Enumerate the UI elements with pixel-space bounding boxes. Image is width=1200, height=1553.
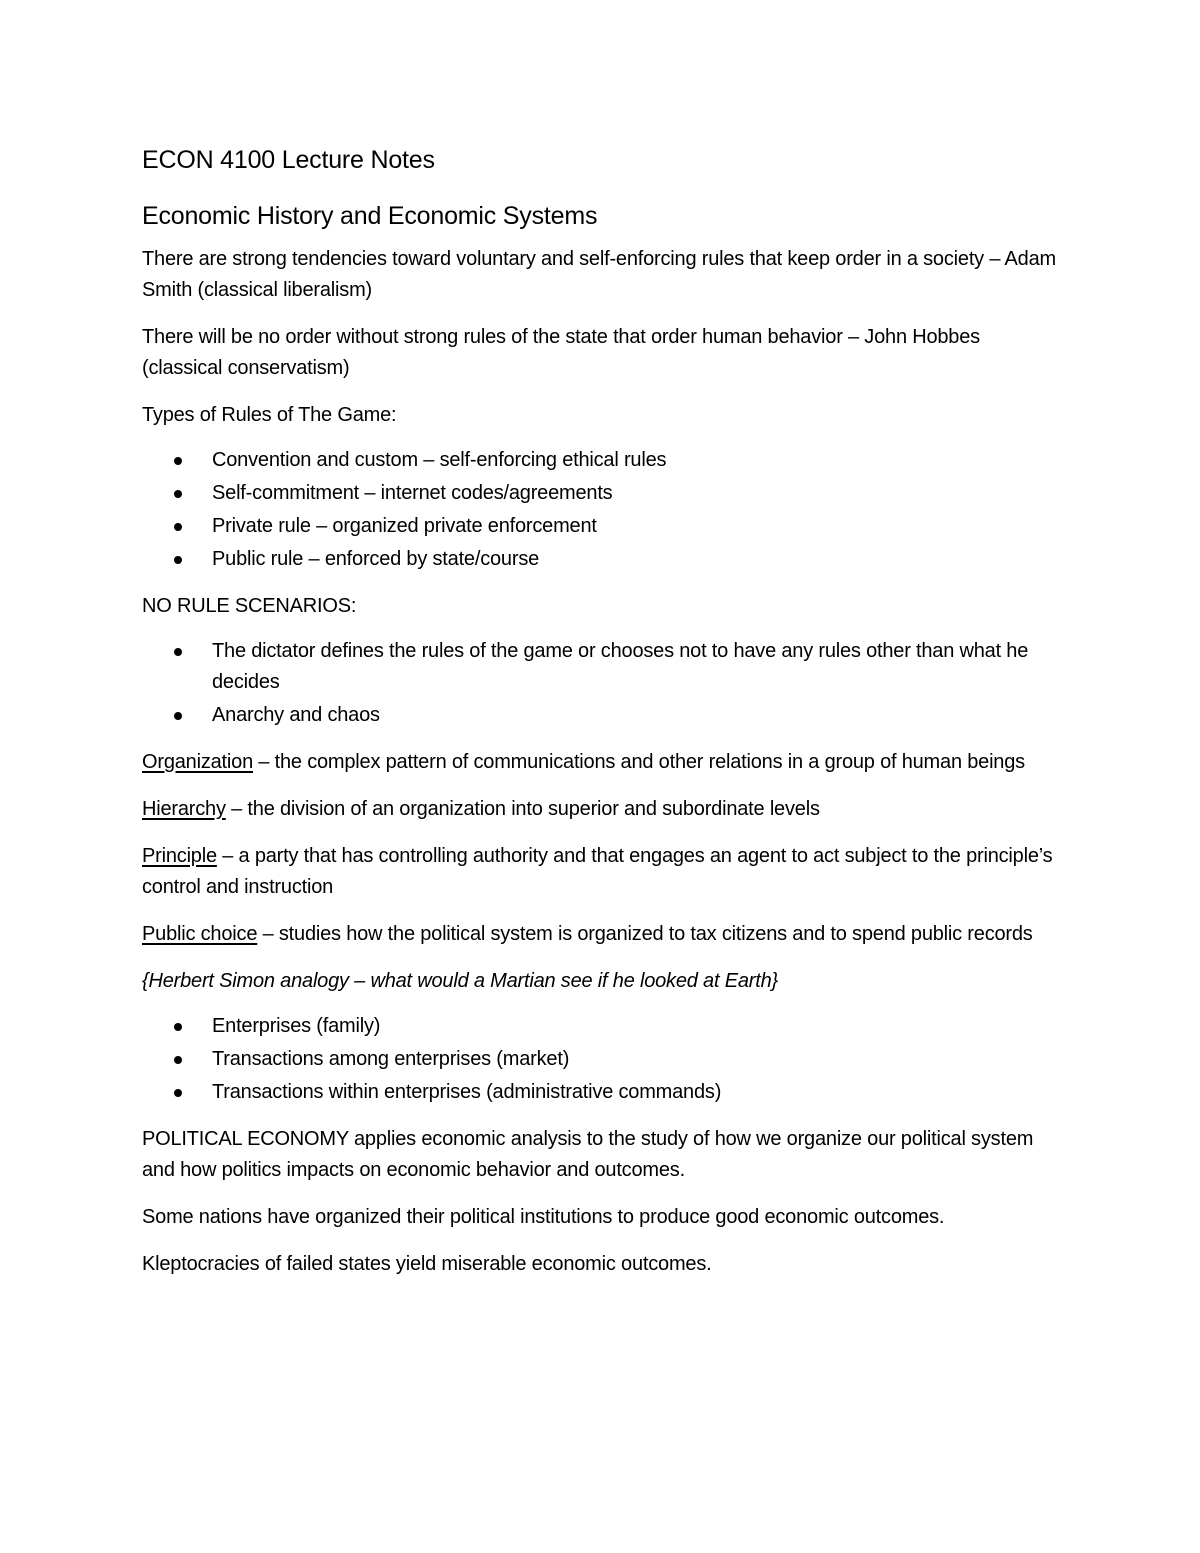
list-item-text: The dictator defines the rules of the game or chooses not to have any rules other than what he decides xyxy=(212,640,1029,693)
list-item xyxy=(142,544,1062,575)
rule-desc: – enforced by state/course xyxy=(303,548,540,570)
political-economy-paragraph: POLITICAL ECONOMY applies economic analysis to the study of how we organize our political system and how politics impacts on economic behavior and outcomes. xyxy=(142,1128,1034,1181)
list-item xyxy=(142,478,1062,509)
bullet-icon xyxy=(174,1056,182,1064)
rules-heading: Types of Rules of The Game: xyxy=(142,404,397,426)
list-item xyxy=(142,1044,1062,1075)
rule-term: Convention and custom xyxy=(212,449,418,471)
rule-term: Self-commitment xyxy=(212,482,360,504)
list-item-text: Transactions within enterprises (administrative commands) xyxy=(212,1081,722,1103)
document-title: ECON 4100 Lecture Notes xyxy=(142,146,435,174)
bullet-icon xyxy=(174,712,182,720)
list-item xyxy=(142,511,1062,542)
list-item-text: Anarchy and chaos xyxy=(212,704,380,726)
document-subtitle: Economic History and Economic Systems xyxy=(142,202,598,230)
definition-principle xyxy=(142,841,1062,903)
list-item xyxy=(142,700,1062,731)
rule-desc: – self-enforcing ethical rules xyxy=(417,449,667,471)
rule-term: Private rule xyxy=(212,515,311,537)
definition-desc: – the complex pattern of communications and other relations in a group of human beings xyxy=(253,751,1025,773)
no-rule-heading: NO RULE SCENARIOS: xyxy=(142,595,357,617)
smith-quote: There are strong tendencies toward voluntary and self-enforcing rules that keep order in a society – Adam Smith (classical liberalism) xyxy=(142,248,1056,301)
bullet-icon xyxy=(174,648,182,656)
list-item-text: Transactions among enterprises (market) xyxy=(212,1048,570,1070)
bullet-icon xyxy=(174,523,182,531)
definition-hierarchy xyxy=(142,794,1062,825)
hobbes-quote: There will be no order without strong rules of the state that order human behavior – John Hobbes (classical conservatism) xyxy=(142,326,980,379)
bullet-icon xyxy=(174,457,182,465)
simon-analogy: {Herbert Simon analogy – what would a Martian see if he looked at Earth} xyxy=(142,970,778,992)
definition-organization xyxy=(142,747,1062,778)
definition-desc: – studies how the political system is organized to tax citizens and to spend public records xyxy=(257,923,1033,945)
definition-desc: – the division of an organization into superior and subordinate levels xyxy=(225,798,820,820)
bullet-icon xyxy=(174,1023,182,1031)
list-item xyxy=(142,445,1062,476)
good-outcomes-paragraph: Some nations have organized their political institutions to produce good economic outcomes. xyxy=(142,1206,945,1228)
kleptocracies-paragraph: Kleptocracies of failed states yield miserable economic outcomes. xyxy=(142,1253,712,1275)
list-item xyxy=(142,1077,1062,1108)
list-item xyxy=(142,636,1062,698)
rule-desc: – organized private enforcement xyxy=(310,515,597,537)
bullet-icon xyxy=(174,490,182,498)
no-rule-list xyxy=(142,636,1062,731)
rules-list xyxy=(142,445,1062,575)
document-page xyxy=(142,140,1062,1296)
list-item-text: Enterprises (family) xyxy=(212,1015,381,1037)
definition-term: Organization xyxy=(142,751,253,773)
bullet-icon xyxy=(174,556,182,564)
rule-desc: – internet codes/agreements xyxy=(359,482,613,504)
definition-desc: – a party that has controlling authority and that engages an agent to act subject to the principle’s control and instruction xyxy=(142,845,1053,898)
definition-term: Hierarchy xyxy=(142,798,226,820)
definition-term: Principle xyxy=(142,845,217,867)
definition-public-choice xyxy=(142,919,1062,950)
list-item xyxy=(142,1011,1062,1042)
definition-term: Public choice xyxy=(142,923,258,945)
bullet-icon xyxy=(174,1089,182,1097)
analogy-list xyxy=(142,1011,1062,1108)
rule-term: Public rule xyxy=(212,548,304,570)
